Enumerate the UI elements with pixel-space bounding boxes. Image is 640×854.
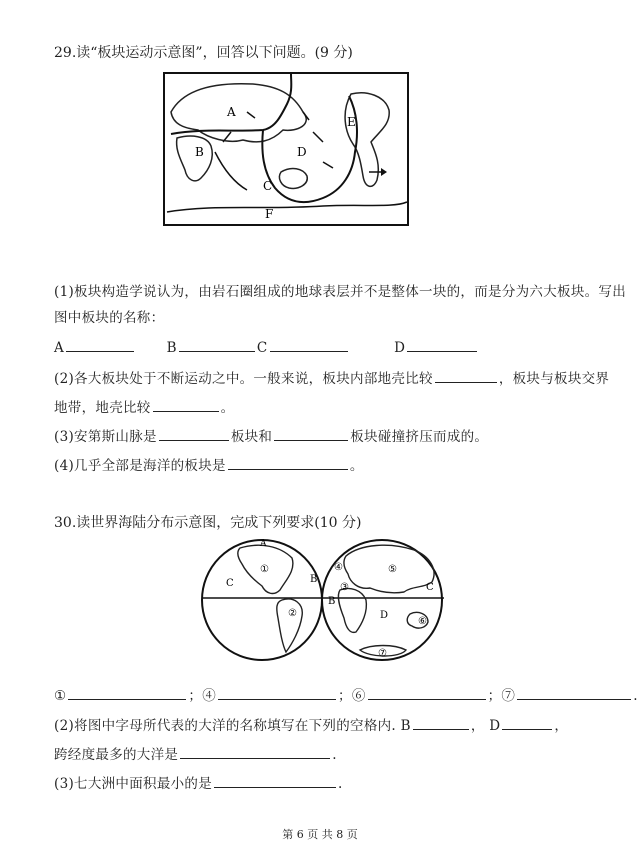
blank-andes-plate-1[interactable] bbox=[159, 427, 229, 441]
ocean-label-b2: B bbox=[328, 596, 336, 607]
text: . bbox=[338, 776, 343, 792]
label-a: A bbox=[54, 340, 65, 356]
text: ；⑥ bbox=[338, 688, 366, 704]
text: 地带，地壳比较 bbox=[54, 400, 151, 416]
text: (2)将图中字母所代表的大洋的名称填写在下列的空格内. B bbox=[54, 718, 411, 734]
label-b: B bbox=[166, 340, 177, 356]
q29-p1-line1: (1)板块构造学说认为，由岩石圈组成的地球表层并不是整体一块的，而是分为六大板块。写出 bbox=[54, 284, 627, 300]
text: . bbox=[633, 688, 638, 704]
blank-ocean-b[interactable] bbox=[413, 716, 469, 730]
text: ① bbox=[54, 688, 67, 704]
blank-crust-inner[interactable] bbox=[435, 369, 497, 383]
blank-continent-1[interactable] bbox=[68, 686, 186, 700]
continent-label-3: ③ bbox=[340, 582, 349, 593]
q30-title: 30.读世界海陆分布示意图，完成下列要求(10 分) bbox=[54, 515, 362, 531]
text: 板块和 bbox=[230, 429, 273, 445]
q29-p2-line1 bbox=[54, 367, 609, 387]
q29-title: 29.读“板块运动示意图”，回答以下问题。(9 分) bbox=[54, 45, 353, 61]
q29-p1-answers bbox=[54, 338, 479, 356]
text: 。 bbox=[349, 458, 364, 474]
text: (3)安第斯山脉是 bbox=[54, 429, 157, 445]
blank-plate-d[interactable] bbox=[407, 338, 477, 352]
text: (2)各大板块处于不断运动之中。一般来说，板块内部地壳比较 bbox=[54, 371, 433, 387]
text: ；⑦ bbox=[487, 688, 516, 704]
continent-label-1: ① bbox=[260, 564, 269, 575]
q29-p4 bbox=[54, 454, 364, 474]
plate-label-c: C bbox=[263, 179, 273, 193]
q30-p3 bbox=[54, 772, 343, 792]
q29-p2-line2 bbox=[54, 396, 234, 416]
blank-continent-7[interactable] bbox=[517, 686, 631, 700]
continent-label-5: ⑤ bbox=[388, 564, 397, 575]
blank-plate-a[interactable] bbox=[66, 338, 134, 352]
text: ， bbox=[554, 718, 569, 734]
ocean-label-d: D bbox=[380, 610, 389, 621]
label-c: C bbox=[256, 340, 268, 356]
blank-ocean-plate[interactable] bbox=[228, 456, 348, 470]
text: 。 bbox=[220, 400, 235, 416]
text: (4)几乎全部是海洋的板块是 bbox=[54, 458, 226, 474]
text: (3)七大洲中面积最小的是 bbox=[54, 776, 213, 792]
text: 跨经度最多的大洋是 bbox=[54, 747, 179, 763]
plate-label-d: D bbox=[297, 145, 307, 159]
continent-label-4: ④ bbox=[334, 562, 343, 573]
plate-label-f: F bbox=[265, 207, 274, 221]
q29-p3 bbox=[54, 425, 488, 445]
blank-andes-plate-2[interactable] bbox=[274, 427, 348, 441]
plate-label-a: A bbox=[227, 105, 236, 119]
world-map-figure bbox=[200, 534, 446, 666]
ocean-label-c2: C bbox=[426, 582, 434, 593]
text: 板块碰撞挤压而成的。 bbox=[350, 429, 489, 445]
blank-plate-b[interactable] bbox=[179, 338, 255, 352]
label-d: D bbox=[394, 340, 406, 356]
text: ，板块与板块交界 bbox=[498, 371, 610, 387]
blank-crust-boundary[interactable] bbox=[153, 398, 219, 412]
ocean-label-c1: C bbox=[226, 578, 234, 589]
q30-p1 bbox=[54, 684, 638, 704]
text: . bbox=[332, 747, 337, 763]
ocean-label-a: A bbox=[260, 539, 267, 549]
page-footer: 第 6 页 共 8 页 bbox=[282, 828, 358, 841]
blank-plate-c[interactable] bbox=[270, 338, 348, 352]
continent-label-2: ② bbox=[288, 608, 297, 619]
q30-p2-line1 bbox=[54, 714, 568, 734]
plate-label-e: E bbox=[347, 115, 356, 129]
q29-p1-line2: 图中板块的名称： bbox=[54, 310, 165, 326]
q30-p2-line2 bbox=[54, 743, 337, 763]
blank-widest-ocean[interactable] bbox=[180, 745, 330, 759]
plate-label-b: B bbox=[195, 145, 204, 159]
ocean-label-b1: B bbox=[310, 574, 318, 585]
continent-label-6: ⑥ bbox=[418, 616, 427, 627]
blank-smallest-continent[interactable] bbox=[214, 774, 336, 788]
blank-continent-6[interactable] bbox=[368, 686, 486, 700]
text: ， D bbox=[470, 718, 501, 734]
blank-ocean-d[interactable] bbox=[502, 716, 552, 730]
blank-continent-4[interactable] bbox=[218, 686, 336, 700]
text: ；④ bbox=[188, 688, 217, 704]
plate-map-figure bbox=[163, 72, 409, 226]
continent-label-7: ⑦ bbox=[378, 648, 387, 659]
